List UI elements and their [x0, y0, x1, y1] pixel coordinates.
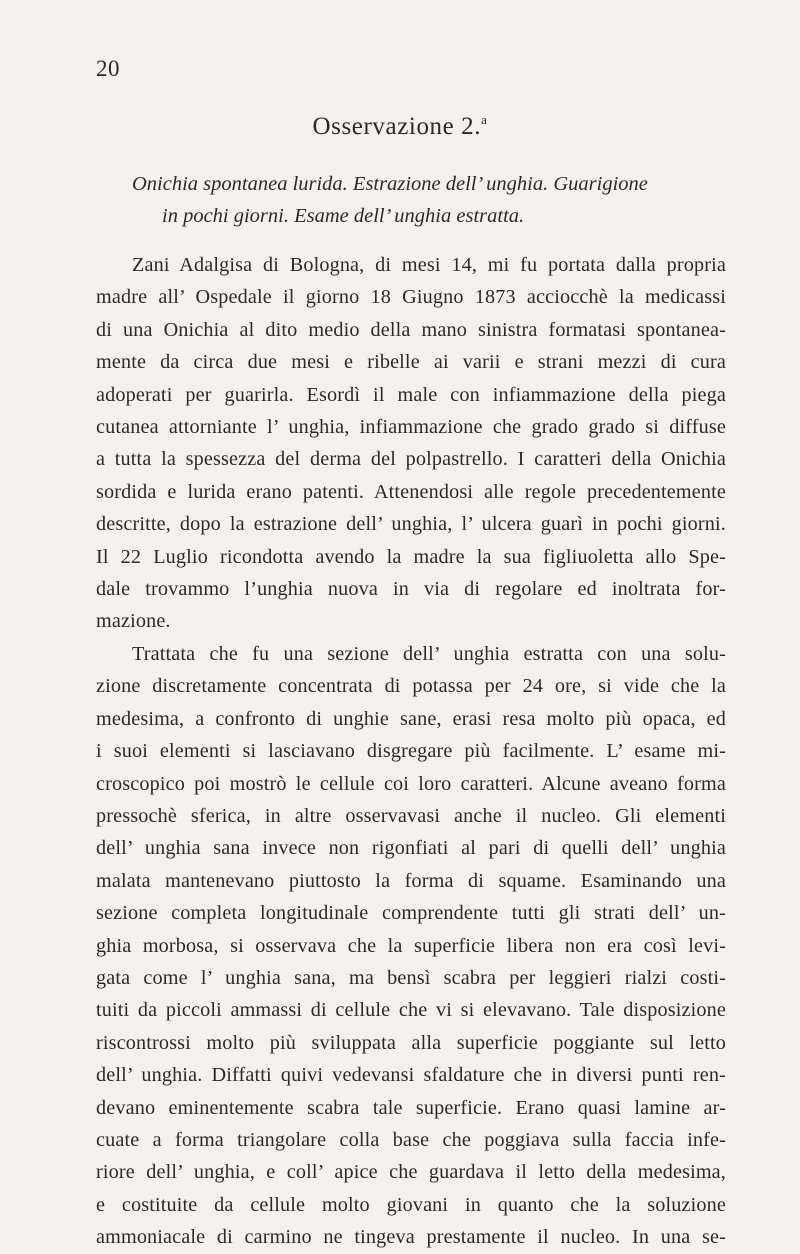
text-line: dell’ unghia. Diffatti quivi vedevansi sfaldature che in diversi punti ren- [96, 1064, 726, 1087]
text-line: Zani Adalgisa di Bologna, di mesi 14, mi fu portata dalla propria [132, 254, 726, 276]
text-line: pressochè sferica, in altre osservavasi anche il nucleo. Gli elementi [96, 804, 726, 827]
text-line: ghia morbosa, si osservava che la superficie libera non era così levi- [96, 934, 726, 957]
subtitle-line: in pochi giorni. Esame dell’ unghia estratta. [162, 205, 525, 227]
text-line: madre all’ Ospedale il giorno 18 Giugno 1873 acciocchè la medicassi [96, 286, 726, 309]
text-line: gata come l’ unghia sana, ma bensì scabra per leggieri rialzi costi- [96, 966, 726, 989]
text-line: dell’ unghia sana invece non rigonfiati al pari di quelli dell’ unghia [96, 837, 726, 860]
text-line: a tutta la spessezza del derma del polpastrello. I caratteri della Onichia [96, 448, 726, 471]
section-subtitle [96, 168, 736, 232]
body-text [96, 249, 726, 1254]
text-line: cuate a forma triangolare colla base che poggiava sulla faccia infe- [96, 1128, 726, 1151]
text-line: cutanea attorniante l’ unghia, infiammazione che grado grado si diffuse [96, 416, 726, 439]
text-line: e costituite da cellule molto giovani in quanto che la soluzione [96, 1193, 726, 1216]
text-line: Il 22 Luglio ricondotta avendo la madre la sua figliuoletta allo Spe- [96, 545, 726, 568]
text-line: di una Onichia al dito medio della mano sinistra formatasi spontanea- [96, 318, 726, 341]
text-line: zione discretamente concentrata di potassa per 24 ore, si vide che la [96, 675, 726, 698]
text-line: sordida e lurida erano patenti. Attenendosi alle regole precedentemente [96, 480, 726, 503]
text-line: dale trovammo l’unghia nuova in via di regolare ed inoltrata for- [96, 578, 726, 601]
heading-superscript: a [481, 112, 488, 127]
text-line: i suoi elementi si lasciavano disgregare più facilmente. L’ esame mi- [96, 740, 726, 763]
text-line: medesima, a confronto di unghie sane, erasi resa molto più opaca, ed [96, 707, 726, 730]
text-line: descritte, dopo la estrazione dell’ unghia, l’ ulcera guarì in pochi giorni. [96, 513, 726, 536]
text-line: mazione. [96, 610, 171, 633]
section-heading [0, 112, 800, 141]
page-number: 20 [96, 56, 120, 81]
text-line: riscontrossi molto più sviluppata alla superficie poggiante sul letto [96, 1031, 726, 1054]
text-line: malata mantenevano piuttosto la forma di squame. Esaminando una [96, 869, 726, 892]
text-line: riore dell’ unghia, e coll’ apice che guardava il letto della medesima, [96, 1161, 726, 1184]
subtitle-line: Onichia spontanea lurida. Estrazione dell’ unghia. Guarigione [132, 173, 648, 195]
text-line: mente da circa due mesi e ribelle ai varii e strani mezzi di cura [96, 351, 726, 374]
text-line: sezione completa longitudinale comprendente tutti gli strati dell’ un- [96, 902, 726, 925]
text-line: Trattata che fu una sezione dell’ unghia estratta con una solu- [132, 642, 726, 665]
text-line: croscopico poi mostrò le cellule coi loro caratteri. Alcune aveano forma [96, 772, 726, 795]
heading-text: Osservazione 2. [312, 113, 482, 140]
text-line: ammoniacale di carmino ne tingeva prestamente il nucleo. In una se- [96, 1226, 726, 1249]
text-line: tuiti da piccoli ammassi di cellule che vi si elevavano. Tale disposizione [96, 999, 726, 1022]
text-line: adoperati per guarirla. Esordì il male con infiammazione della piega [96, 383, 726, 406]
text-line: devano eminentemente scabra tale superficie. Erano quasi lamine ar- [96, 1096, 726, 1119]
